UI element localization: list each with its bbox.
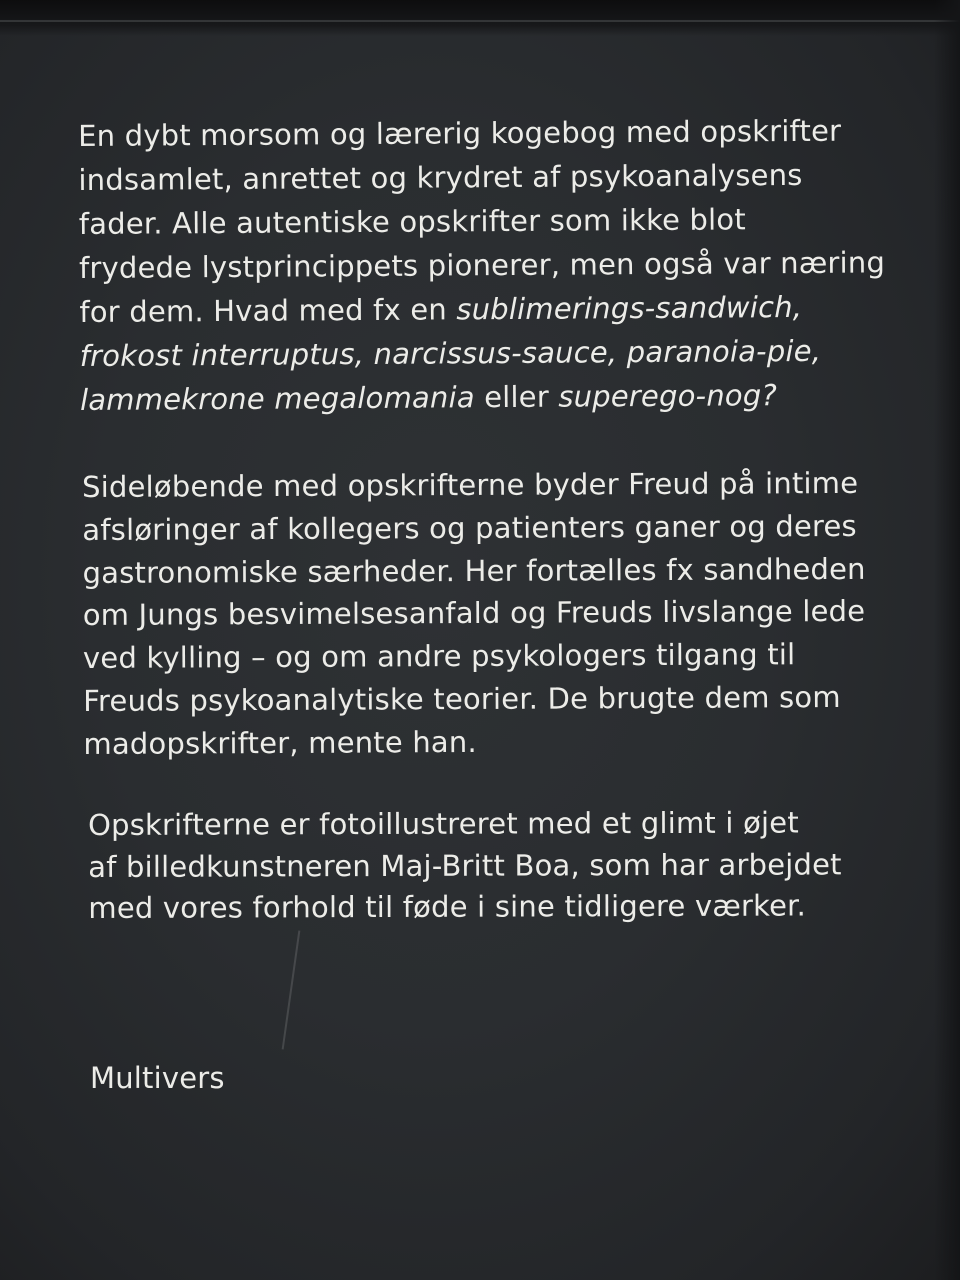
cover-scratch-mark (282, 930, 301, 1049)
blurb-line: om Jungs besvimelsesanfald og Freuds livslange lede (82, 594, 866, 633)
blurb-line: indsamlet, anrettet og krydret af psykoanalysens (78, 157, 803, 197)
recipe-name-italic: sublimerings-sandwich, (456, 289, 803, 327)
cover-fold-line (0, 20, 960, 22)
blurb-line: Opskrifterne er fotoillustreret med et glimt i øjet (88, 805, 799, 842)
blurb-paragraph-1 (78, 108, 886, 422)
recipe-names-italic: frokost interruptus, narcissus-sauce, paranoia-pie, (79, 333, 822, 373)
blurb-line: frydede lystprincippets pionerer, men også var næring (78, 245, 886, 285)
publisher-name: Multivers (90, 1061, 225, 1095)
blurb-paragraph-2 (82, 462, 867, 766)
recipe-name-italic: lammekrone megalomania (79, 380, 475, 417)
blurb-paragraph-3 (88, 802, 842, 929)
blurb-line: med vores forhold til føde i sine tidligere værker. (88, 888, 807, 925)
blurb-line: En dybt morsom og lærerig kogebog med opskrifter (78, 113, 842, 153)
cover-right-edge (934, 0, 960, 1280)
blurb-line: Freuds psykoanalytiske teorier. De brugte dem som (83, 680, 841, 718)
blurb-line: ved kylling – og om andre psykologers tilgang til (82, 637, 796, 676)
blurb-line: madopskrifter, mente han. (83, 724, 477, 761)
blurb-line: gastronomiske særheder. Her fortælles fx sandheden (82, 551, 866, 590)
blurb-line (79, 284, 885, 334)
blurb-text: for dem. Hvad med fx en (79, 292, 457, 329)
blurb-line: af billedkunstneren Maj-Britt Boa, som har arbejdet (88, 846, 842, 884)
blurb-line: afsløringer af kollegers og patienters ganer og deres (82, 508, 857, 547)
blurb-text: eller (474, 379, 559, 415)
blurb-line: Sideløbende med opskrifterne byder Freud på intime (82, 465, 859, 504)
blurb-line (80, 328, 886, 378)
recipe-name-italic: superego-nog? (558, 378, 778, 414)
blurb-line: fader. Alle autentiske opskrifter som ikke blot (78, 202, 746, 241)
cover-top-edge (0, 0, 960, 36)
blurb-line (80, 372, 886, 422)
